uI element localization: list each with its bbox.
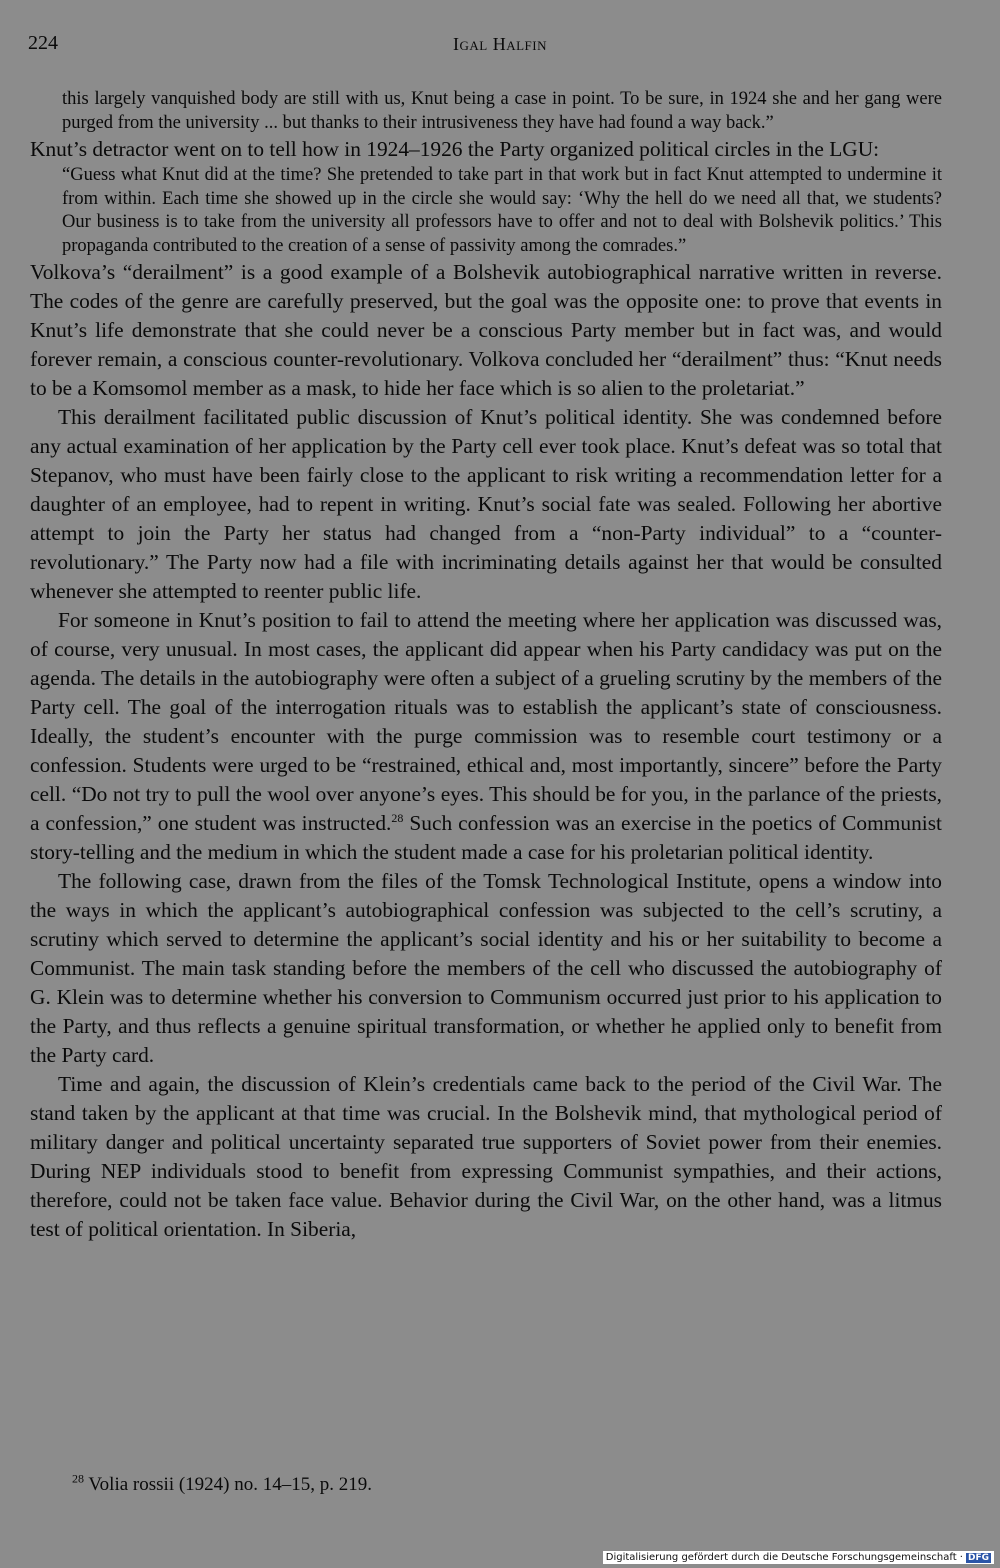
paragraph: Knut’s detractor went on to tell how in 1924–1926 the Party organized political circles in the LGU: — [30, 137, 880, 161]
footnote — [72, 1471, 372, 1496]
dfg-logo-icon: DFG — [967, 1552, 989, 1563]
page-number: 224 — [28, 32, 58, 54]
paragraph: Volkova’s “derailment” is a good example of a Bolshevik autobiographical narrative written in reverse. The codes of the genre are carefully preserved, but the goal was the opposite one: to prove that events in Knut’s life demonstrate that she could never be a conscious Party member but in fact was, and would forever remain, a conscious counter-revolutionary. Volkova concluded her “derailment” thus: “Knut needs to be a Komsomol member as a mask, to hide her face which is so alien to the proletariat.” — [30, 260, 942, 400]
footnote-marker: 28 — [72, 1471, 84, 1486]
paragraph: Time and again, the discussion of Klein’s credentials came back to the period of the Civil War. The stand taken by the applicant at that time was crucial. In the Bolshevik mind, that mythological period of military danger and political uncertainty separated true supporters of Soviet power from their enemies. During NEP individuals stood to benefit from expressing Communist sympathies, and their actions, therefore, could not be taken face value. Behavior during the Civil War, on the other hand, was a litmus test of political orientation. In Siberia, — [30, 1072, 942, 1241]
body-text — [30, 88, 942, 1244]
footnote-reference: 28 — [391, 810, 404, 825]
block-quote: “Guess what Knut did at the time? She pretended to take part in that work but in fact Knut attempted to undermine it from within. Each time she showed up in the circle she would say: ‘Why the hell do we need all that, we students? Our business is to take from the university all professors have to offer and not to deal with Bolshevik politics.’ This propaganda contributed to the creation of a sense of passivity among the comrades.” — [62, 165, 942, 256]
paragraph-text: For someone in Knut’s position to fail to attend the meeting where her application was discussed was, of course, very unusual. In most cases, the applicant did appear when his Party candidacy was put on the agenda. The details in the autobiography were often a subject of a grueling scrutiny by the members of the Party cell. The goal of the interrogation rituals was to establish the applicant’s state of consciousness. Ideally, the student’s encounter with the purge commission was to resemble court testimony or a confession. Students were urged to be “restrained, ethical and, most importantly, sincere” before the Party cell. “Do not try to pull the wool over anyone’s eyes. This should be for you, in the parlance of the priests, a confession,” one student was instructed. — [30, 608, 942, 835]
paragraph: The following case, drawn from the files of the Tomsk Technological Institute, opens a window into the ways in which the applicant’s autobiographical confession was subjected to the cell’s scrutiny, a scrutiny which served to determine the applicant’s social identity and his or her suitability to become a Communist. The main task standing before the members of the cell who discussed the autobiography of G. Klein was to determine whether his conversion to Communism occurred just prior to his application to the Party, and thus reflects a genuine spiritual transformation, or whether he applied only to benefit from the Party card. — [30, 869, 942, 1067]
paragraph: This derailment facilitated public discussion of Knut’s political identity. She was condemned before any actual examination of her application by the Party cell ever took place. Knut’s defeat was so total that Stepanov, who must have been fairly close to the applicant to risk writing a recommendation letter for a daughter of an employee, had to repent in writing. Knut’s social fate was sealed. Following her abortive attempt to join the Party her status had changed from a “non-Party individual” to a “counter-revolutionary.” The Party now had a file with incriminating details against her that would be consulted whenever she attempted to reenter public life. — [30, 405, 942, 603]
paragraph-text: Such confession was an exercise in the poetics of Communist story-telling and the medium in which the student made a case for his proletarian political identity. — [30, 811, 942, 864]
block-quote: this largely vanquished body are still with us, Knut being a case in point. To be sure, in 1924 she and her gang were purged from the university ... but thanks to their intrusiveness they have had found a way back.” — [62, 89, 942, 133]
digitization-credit — [603, 1551, 994, 1564]
credit-text: Digitalisierung gefördert durch die Deutsche Forschungsgemeinschaft · — [605, 1552, 963, 1563]
page-header — [28, 32, 972, 62]
paragraph — [30, 606, 942, 867]
footnote-text: Volia rossii (1924) no. 14–15, p. 219. — [84, 1474, 372, 1495]
running-head: Igal Halfin — [453, 34, 547, 54]
